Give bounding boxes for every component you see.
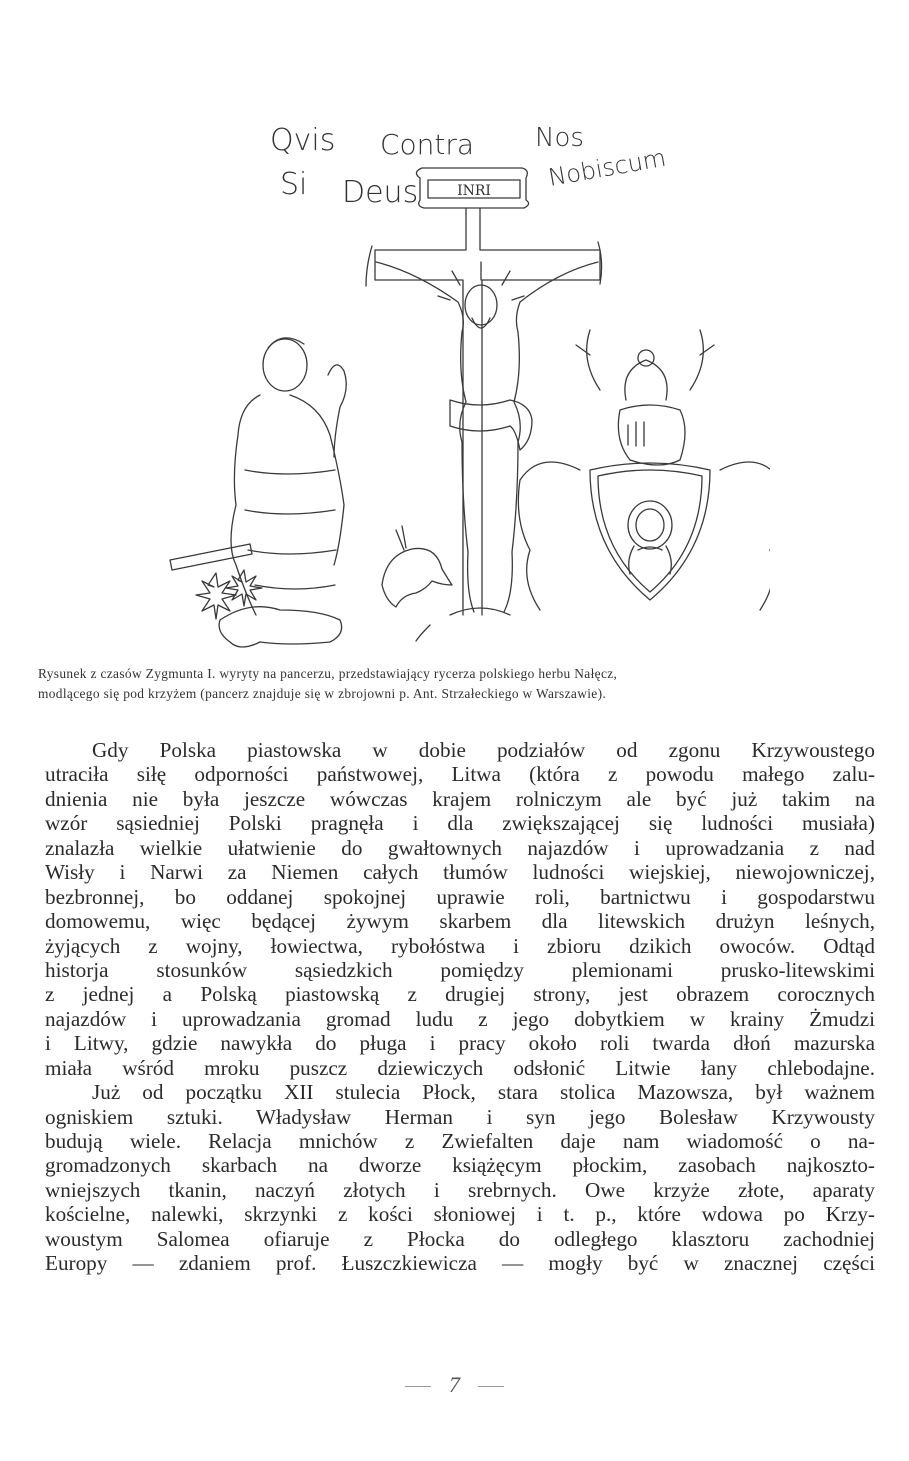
paragraph-line: kościelne, nalewki, skrzynki z kości słoniowej i t. p., które wdowa po Krzy- [45,1202,875,1227]
motto-word: Nos [535,123,584,153]
motto-word: Si [280,167,308,202]
paragraph-line: domowemu, więc będącej żywym skarbem dla litewskich drużyn leśnych, [45,909,875,934]
knight-helmet [382,526,452,607]
paragraph-line: miała wśród mroku puszcz dziewiczych odsłonić Litwie łany chlebodajne. [45,1055,875,1080]
page-number-value: 7 [449,1372,460,1397]
paragraph-line: woustym Salomea ofiaruje z Płocka do odległego klasztoru zachodniej [45,1226,875,1251]
paragraph-line: najazdów i uprowadzania gromad ludu z jego dobytkiem w krainy Żmudzi [45,1006,875,1031]
kneeling-knight [170,338,346,647]
crucified-figure [376,262,598,641]
paragraph-line: budują wiele. Relacja mnichów z Zwiefalten daje nam wiadomość o na- [45,1129,875,1153]
motto-word: Nobiscum [546,143,669,192]
paragraph-line: znalazła wielkie ułatwienie do gwałtownych najazdów i uprowadzania z nad [45,835,875,860]
motto-word: Qvis [270,123,336,158]
paragraph-line: ogniskiem sztuki. Władysław Herman i syn jego Bolesław Krzywousty [45,1104,875,1129]
figure-caption [38,664,878,704]
titulus-banner [416,168,528,208]
paragraph-line: Wisły i Narwi za Niemen całych tłumów ludności wiejskiej, niewojowniczej, [45,860,875,885]
motto-word: Deus [342,175,419,210]
paragraph-line: dnienia nie była jeszcze wówczas krajem rolniczym ale być już takim na [45,786,875,811]
paragraph-line: historja stosunków sąsiedzkich pomiędzy plemionami prusko-litewskimi [45,957,875,982]
page-number [0,1372,909,1398]
paragraph-line: Gdy Polska piastowska w dobie podziałów od zgonu Krzywoustego [92,738,875,762]
paragraph-line: bezbronnej, bo oddanej spokojnej uprawie roli, bartnictwu i gospodarstwu [45,884,875,909]
page-number-dash [478,1386,504,1387]
paragraph-line: i Litwy, gdzie nawykła do pługa i pracy około roli twarda dłoń mazurska [45,1031,875,1056]
body-text [45,738,875,1276]
paragraph-line: wzór sąsiedniej Polski pragnęła i dla zwiększającej się ludności musiała) [45,811,875,836]
paragraph-line: żyjących z wojny, łowiectwa, rybołóstwa i zbioru dzikich owoców. Odtąd [45,933,875,958]
paragraph-line: utraciła siłę odporności państwowej, Litwa (która z powodu małego zalu- [45,762,875,787]
caption-line: modlącego się pod krzyżem (pancerz znajduje się w zbrojowni p. Ant. Strzałeckiego w Warszawie). [38,686,607,701]
engraving-illustration [150,110,770,650]
paragraph-line: Już od początku XII stulecia Płock, stara stolica Mazowsza, był ważnem [92,1080,875,1105]
paragraph-line: z jednej a Polską piastowską z drugiej strony, jest obrazem corocznych [45,982,875,1007]
caption-line: Rysunek z czasów Zygmunta I. wyryty na pancerzu, przedstawiający rycerza polskiego herbu Nałęcz, [38,666,618,681]
titulus-text: INRI [457,183,491,199]
motto-word: Contra [380,128,475,161]
paragraph-line: gromadzonych skarbach na dworze książęcym płockim, zasobach najkoszto- [45,1153,875,1178]
page-number-dash [405,1386,431,1387]
paragraph-line: wniejszych tkanin, naczyń złotych i srebrnych. Owe krzyże złote, aparaty [45,1177,875,1202]
nalecz-coat-of-arms [518,330,770,610]
cross [366,208,602,615]
paragraph-line: Europy — zdaniem prof. Łuszczkiewicza — mogły być w znacznej części [45,1251,875,1276]
